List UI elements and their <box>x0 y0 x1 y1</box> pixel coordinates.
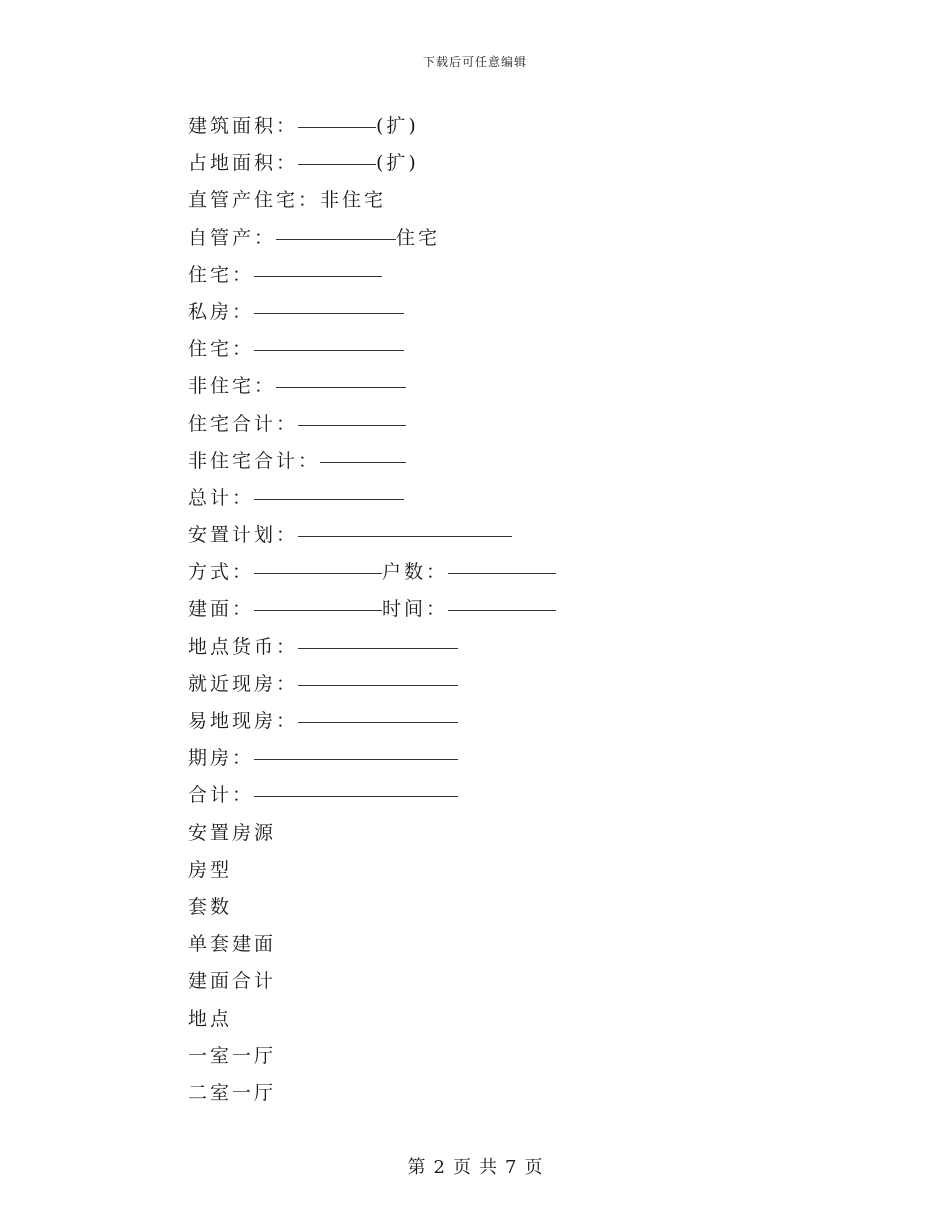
text-line-location <box>188 1001 556 1038</box>
blank-field <box>254 774 458 797</box>
line-label: 住宅合计： <box>188 412 299 435</box>
blank-field <box>254 254 382 277</box>
form-line-grand-total <box>188 480 556 517</box>
blank-field <box>298 700 458 723</box>
blank-field <box>298 626 458 649</box>
footer-total-word: 共 <box>479 1157 497 1178</box>
blank-field <box>298 514 512 537</box>
blank-field <box>298 663 458 686</box>
form-line-direct-property <box>188 182 556 219</box>
line-label: 地点货币： <box>188 635 299 658</box>
line-label: 安置计划： <box>188 524 299 547</box>
form-line-location-currency <box>188 629 556 666</box>
footer-suffix: 页 <box>524 1157 543 1178</box>
form-line-residential-total <box>188 406 556 443</box>
blank-field <box>276 365 406 388</box>
footer-prefix: 第 <box>407 1157 426 1178</box>
page-header: 下载后可任意编辑 <box>422 55 527 69</box>
blank-field <box>254 737 458 760</box>
form-line-nearby-housing <box>188 666 556 703</box>
blank-field <box>276 217 396 240</box>
line-label: 建面合计 <box>188 970 277 993</box>
text-line-unit-count <box>188 889 556 926</box>
line-label: 套数 <box>188 895 233 918</box>
line-label: 房型 <box>188 858 233 881</box>
line-label: 一室一厅 <box>188 1044 277 1067</box>
footer-page-word: 页 <box>453 1157 471 1178</box>
line-label: 易地现房： <box>188 710 299 732</box>
line-label: 单套建面 <box>188 933 277 956</box>
line-label: 占地面积： <box>188 152 299 175</box>
page-footer <box>0 1153 950 1179</box>
line-label: 安置房源 <box>188 821 277 844</box>
line-label: 建筑面积： <box>188 115 299 137</box>
form-line-residential <box>188 257 556 294</box>
blank-field <box>254 477 404 500</box>
text-line-unit-area <box>188 926 556 963</box>
line-label: 非住宅： <box>188 375 277 398</box>
line-label: 期房： <box>188 747 255 770</box>
blank-field <box>298 403 406 426</box>
blank-field <box>298 142 376 165</box>
form-line-residential-2 <box>188 331 556 368</box>
line-suffix: (扩) <box>376 115 419 137</box>
form-line-land-area <box>188 145 556 182</box>
line-suffix: (扩) <box>376 152 419 175</box>
line-label: 建面： <box>188 598 255 621</box>
form-line-future-housing <box>188 740 556 777</box>
text-line-house-type <box>188 852 556 889</box>
line-label: 方式： <box>188 561 255 584</box>
line-label: 自管产： <box>188 226 277 249</box>
line-label: 住宅： <box>188 263 255 286</box>
blank-field <box>448 588 556 611</box>
blank-field <box>254 551 382 574</box>
blank-field <box>254 588 382 611</box>
line-label: 直管产住宅：非住宅 <box>188 189 387 212</box>
form-line-offsite-housing <box>188 703 556 740</box>
document-body <box>188 108 556 1112</box>
line-label: 就近现房： <box>188 672 299 695</box>
line-label: 住宅： <box>188 338 255 361</box>
blank-field <box>254 291 404 314</box>
blank-field <box>254 328 404 351</box>
text-line-housing-source <box>188 815 556 852</box>
line-label: 总计： <box>188 486 255 509</box>
line-label: 合计： <box>188 784 255 807</box>
form-line-building-area <box>188 108 556 145</box>
footer-total-pages: 7 <box>505 1157 517 1178</box>
form-line-total <box>188 777 556 814</box>
form-line-non-residential-total <box>188 443 556 480</box>
blank-field <box>298 105 376 128</box>
line-label: 私房： <box>188 300 255 323</box>
text-line-area-total <box>188 963 556 1000</box>
blank-field <box>448 551 556 574</box>
form-line-area-time <box>188 591 556 628</box>
form-line-private-house <box>188 294 556 331</box>
form-line-non-residential <box>188 368 556 405</box>
form-line-self-managed <box>188 220 556 257</box>
line-label-2: 时间： <box>382 598 449 621</box>
text-line-one-bedroom <box>188 1038 556 1075</box>
line-label: 非住宅合计： <box>188 449 321 472</box>
footer-page-number: 2 <box>433 1157 445 1178</box>
line-suffix: 住宅 <box>396 226 441 249</box>
text-line-two-bedroom <box>188 1075 556 1112</box>
line-label-2: 户数： <box>382 561 449 584</box>
form-line-resettlement-plan <box>188 517 556 554</box>
blank-field <box>320 440 406 463</box>
form-line-method-households <box>188 554 556 591</box>
line-label: 地点 <box>188 1007 233 1030</box>
line-label: 二室一厅 <box>188 1081 277 1104</box>
